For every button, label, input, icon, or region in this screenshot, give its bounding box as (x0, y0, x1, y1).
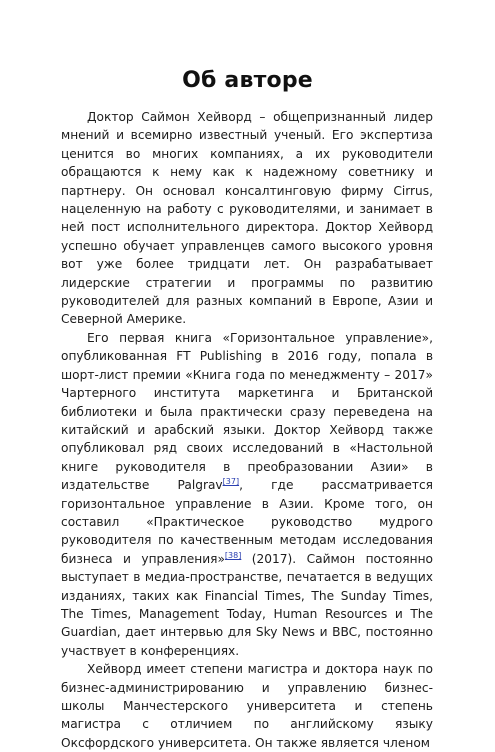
paragraph-text: (2017). Саймон постоянно выступает в медиа-пространстве, печатается в ведущих изданиях, таких как Financial Times, The Sunday Times, The Times, Management Today, Human Resources и The Guardian, дает интервью для Sky News и BBC, постоянно участвует в конференциях. (61, 551, 433, 658)
paragraph-text: Его первая книга «Горизонтальное управление», опубликованная FT Publishing в 2016 году, попала в шорт-лист премии «Книга года по менеджменту – 2017» Чартерного института маркетинга и Британской библиотеки и была практически сразу переведена на китайский и арабский языки. Доктор Хейворд также опубликовал ряд своих исследований в «Настольной книге руководителя в преобразовании Азии» в издательстве Palgrav (61, 330, 433, 493)
footnote-link-37[interactable]: [37] (222, 477, 240, 487)
footnote-link-38[interactable]: [38] (224, 550, 242, 560)
paragraph-2 (61, 329, 433, 660)
paragraph-text: Хейворд имеет степени магистра и доктора наук по бизнес-администрированию и управлению бизнес-школы Манчестерского университета и степень магистра с отличием по английскому языку Оксфордского университета. Он также является членом (61, 662, 433, 750)
about-author-text (61, 108, 433, 752)
paragraph-text: Доктор Саймон Хейворд – общепризнанный лидер мнений и всемирно известный ученый. Его экспертиза ценится во многих компаниях, а их руководители обращаются к нему как к надежному советнику и партнеру. Он основал консалтинговую фирму Cirrus, нацеленную на работу с руководителями, и занимает в ней пост исполнительного директора. Доктор Хейворд успешно обучает управленцев самого высокого уровня вот уже более тридцати лет. Он разрабатывает лидерские стратегии и программы по развитию руководителей для разных компаний в Европе, Азии и Северной Америке. (61, 110, 433, 327)
page-title: Об авторе (182, 68, 313, 93)
paragraph-1 (61, 108, 433, 329)
paragraph-3 (61, 660, 433, 752)
paragraph-text: , где рассматривается горизонтальное управление в Азии. Кроме того, он составил «Практическое руководство мудрого руководителя по качественным методам исследования бизнеса и управления» (61, 478, 433, 566)
